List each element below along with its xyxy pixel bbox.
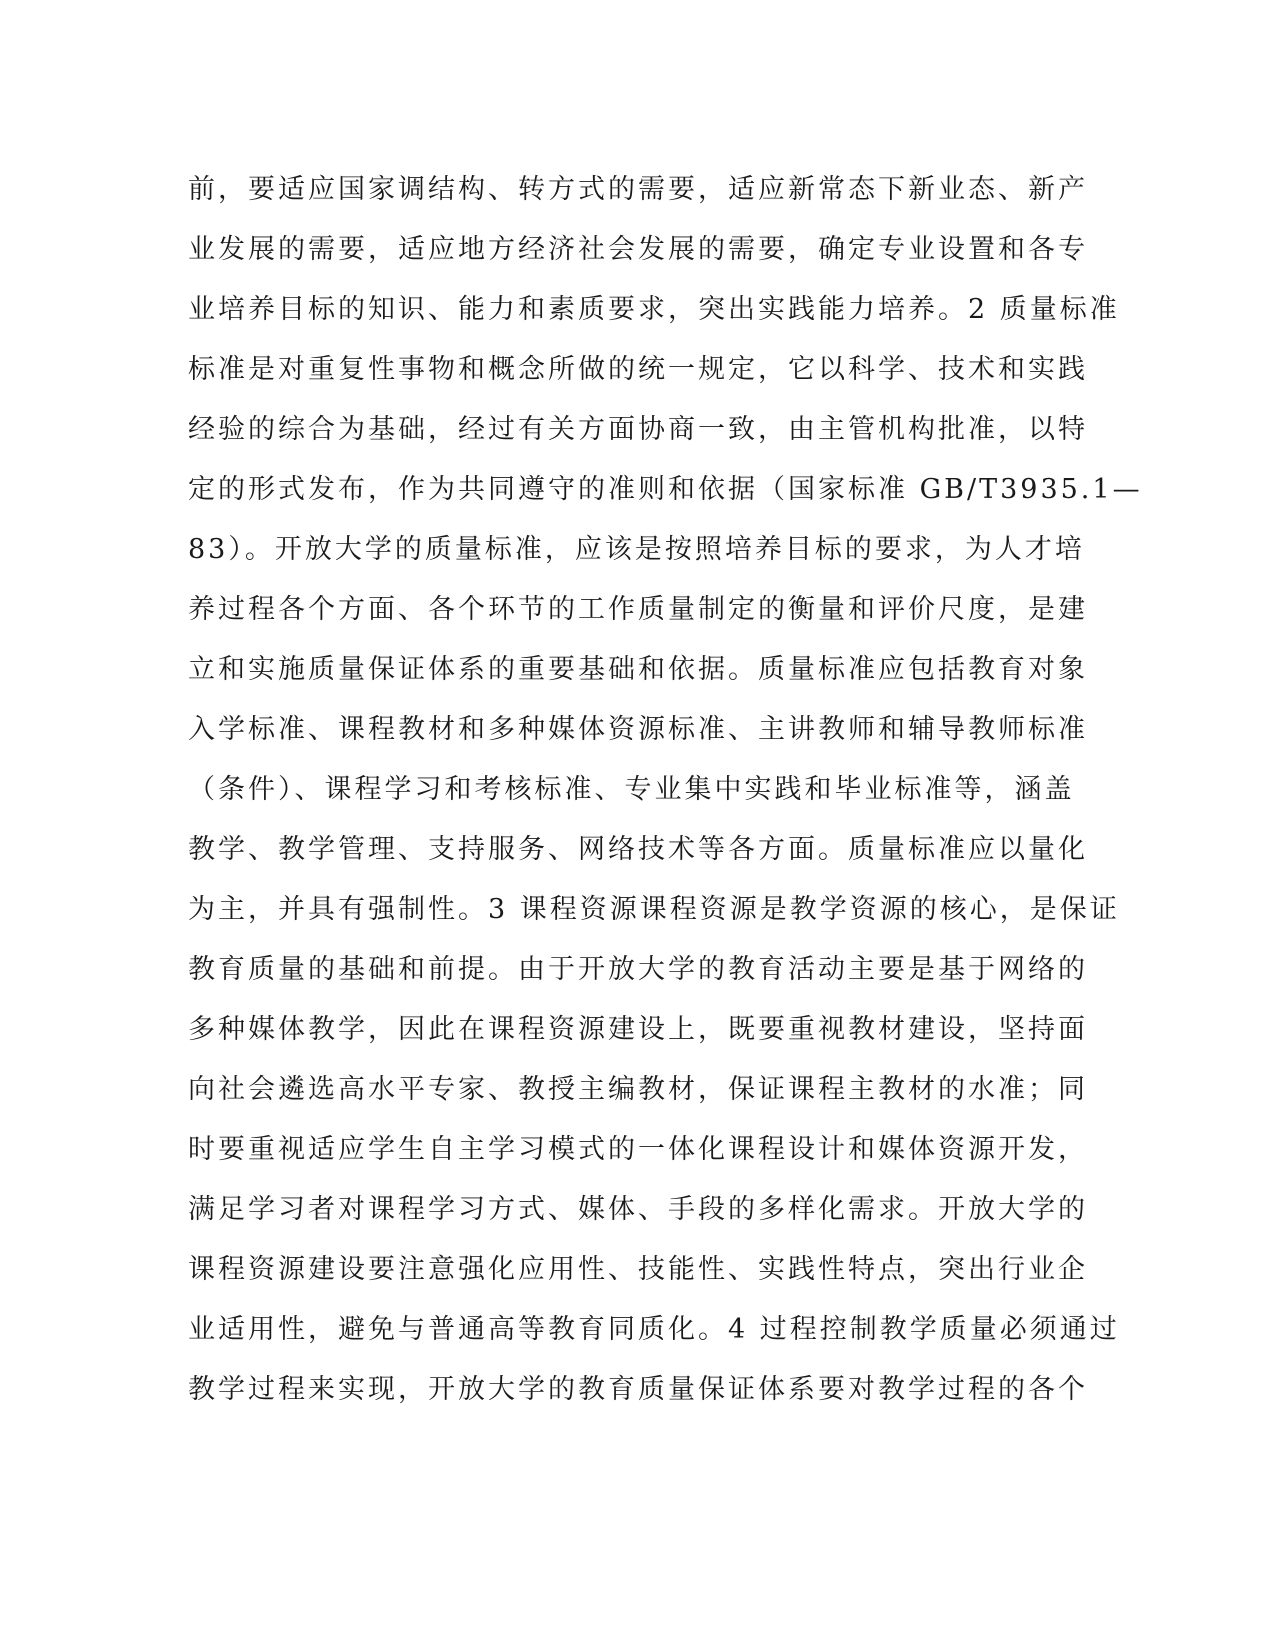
text-line: 立和实施质量保证体系的重要基础和依据。质量标准应包括教育对象: [188, 654, 1088, 685]
text-line: 经验的综合为基础，经过有关方面协商一致，由主管机构批准，以特: [188, 414, 1088, 445]
text-line: 多种媒体教学，因此在课程资源建设上，既要重视教材建设，坚持面: [188, 1014, 1088, 1045]
text-line: 标准是对重复性事物和概念所做的统一规定，它以科学、技术和实践: [188, 354, 1088, 385]
text-line: 业培养目标的知识、能力和素质要求，突出实践能力培养。2 质量标准: [188, 294, 1120, 325]
text-line: 课程资源建设要注意强化应用性、技能性、实践性特点，突出行业企: [188, 1254, 1088, 1285]
text-line: 时要重视适应学生自主学习模式的一体化课程设计和媒体资源开发，: [188, 1134, 1088, 1165]
text-line: 教学过程来实现，开放大学的教育质量保证体系要对教学过程的各个: [188, 1374, 1088, 1405]
text-line: 业适用性，避免与普通高等教育同质化。4 过程控制教学质量必须通过: [188, 1314, 1120, 1345]
text-line: 养过程各个方面、各个环节的工作质量制定的衡量和评价尺度，是建: [188, 594, 1088, 625]
body-text: [188, 160, 1143, 1420]
text-line: 入学标准、课程教材和多种媒体资源标准、主讲教师和辅导教师标准: [188, 714, 1088, 745]
text-line: 为主，并具有强制性。3 课程资源课程资源是教学资源的核心，是保证: [188, 894, 1120, 925]
text-line: 满足学习者对课程学习方式、媒体、手段的多样化需求。开放大学的: [188, 1194, 1088, 1225]
text-line: 业发展的需要，适应地方经济社会发展的需要，确定专业设置和各专: [188, 234, 1088, 265]
text-line: 向社会遴选高水平专家、教授主编教材，保证课程主教材的水准；同: [188, 1074, 1088, 1105]
text-line: 定的形式发布，作为共同遵守的准则和依据（国家标准 GB/T3935.1—: [188, 474, 1143, 505]
text-line: 教育质量的基础和前提。由于开放大学的教育活动主要是基于网络的: [188, 954, 1088, 985]
text-line: 83）。开放大学的质量标准，应该是按照培养目标的要求，为人才培: [188, 534, 1085, 565]
text-line: 教学、教学管理、支持服务、网络技术等各方面。质量标准应以量化: [188, 834, 1088, 865]
text-line: 前，要适应国家调结构、转方式的需要，适应新常态下新业态、新产: [188, 174, 1088, 205]
text-line: （条件）、课程学习和考核标准、专业集中实践和毕业标准等，涵盖: [188, 774, 1075, 805]
